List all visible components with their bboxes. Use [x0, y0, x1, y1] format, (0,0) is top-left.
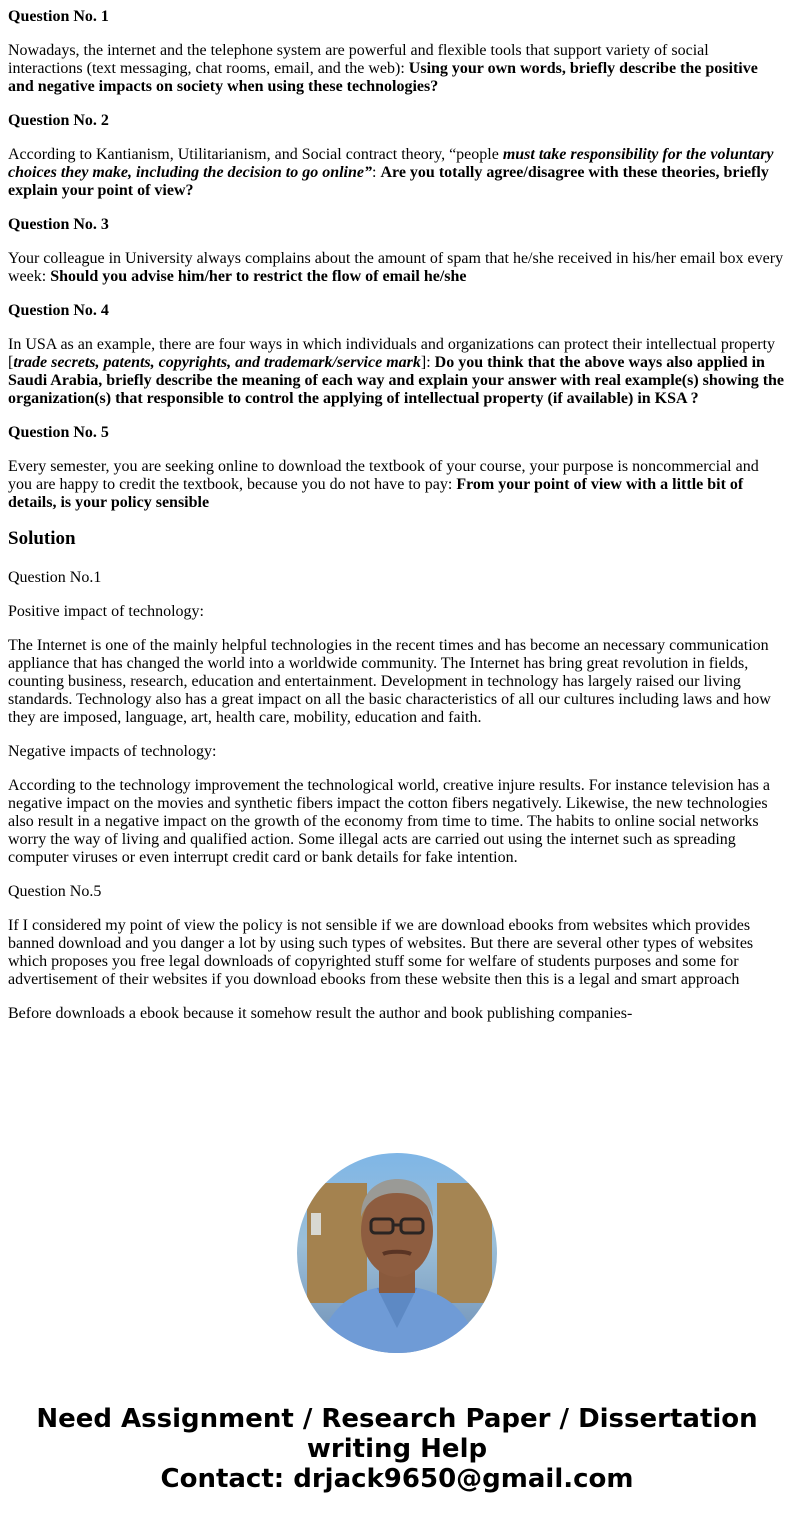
question-2-heading: Question No. 2	[8, 112, 109, 129]
question-1-text: Nowadays, the internet and the telephone system are powerful and flexible tools that support variety of social interactions (text messaging, chat rooms, email, and the web): Using your own words, briefly describe the positive and negative impacts on society when using these technologies?	[8, 42, 758, 95]
solution-paragraph: Question No.1	[8, 569, 102, 586]
solution-paragraph: Positive impact of technology:	[8, 603, 204, 620]
author-avatar	[297, 1153, 497, 1353]
question-4-heading: Question No. 4	[8, 302, 109, 319]
promo-banner	[0, 1404, 794, 1494]
solution-paragraph: The Internet is one of the mainly helpful technologies in the recent times and has become an necessary communication appliance that has changed the world into a worldwide community. The Internet has bring great revolution in fields, counting business, research, education and entertainment. Development in technology has largely raised our living standards. Technology also has a great impact on all the basic characteristics of all our cultures including laws and how they are imposed, language, art, health care, mobility, education and faith.	[8, 637, 771, 726]
solution-paragraph: Question No.5	[8, 883, 102, 900]
solution-paragraph: Negative impacts of technology:	[8, 743, 217, 760]
solution-title: Solution	[8, 528, 76, 549]
solution-paragraph: According to the technology improvement the technological world, creative injure results. For instance television has a negative impact on the movies and synthetic fibers impact the cotton fibers negatively. Likewise, the new technologies also result in a negative impact on the growth of the economy from time to time. The habits to online social networks worry the way of living and qualified action. Some illegal acts are carried out using the internet such as spreading computer viruses or even interrupt credit card or bank details for fake intention.	[8, 777, 770, 866]
solution-paragraph: Before downloads a ebook because it somehow result the author and book publishing companies-	[8, 1005, 633, 1022]
question-3-heading: Question No. 3	[8, 216, 109, 233]
promo-contact: Contact: drjack9650@gmail.com	[160, 1464, 634, 1494]
question-3-text: Your colleague in University always complains about the amount of spam that he/she received in his/her email box every week: Should you advise him/her to restrict the flow of email he/she	[8, 250, 784, 285]
question-1-heading: Question No. 1	[8, 8, 109, 25]
promo-line-2: writing Help	[306, 1434, 488, 1464]
solution-paragraph: If I considered my point of view the policy is not sensible if we are download ebooks from websites which provides banned download and you danger a lot by using such types of websites. But there are several other types of websites which proposes you free legal downloads of copyrighted stuff some for welfare of students purposes and some for advertisement of their websites if you download ebooks from these website then this is a legal and smart approach	[8, 917, 754, 988]
question-5-heading: Question No. 5	[8, 424, 109, 441]
author-photo	[297, 1153, 497, 1353]
question-5-text: Every semester, you are seeking online to download the textbook of your course, your purpose is noncommercial and you are happy to credit the textbook, because you do not have to pay: From your point of view with a little bit of details, is your policy sensible	[8, 458, 759, 511]
question-4-text: In USA as an example, there are four ways in which individuals and organizations can protect their intellectual property [trade secrets, patents, copyrights, and trademark/service mark]: Do you think that the above ways also applied in Saudi Arabia, briefly describe the meaning of each way and explain your answer with real example(s) showing the organization(s) that responsible to control the applying of intellectual property (if available) in KSA ?	[8, 336, 785, 407]
document-body	[8, 8, 786, 1039]
promo-line-1: Need Assignment / Research Paper / Dissertation	[36, 1404, 758, 1434]
question-2-text: According to Kantianism, Utilitarianism, and Social contract theory, “people must take responsibility for the voluntary choices they make, including the decision to go online”: Are you totally agree/disagree with these theories, briefly explain your point of view?	[8, 146, 774, 199]
